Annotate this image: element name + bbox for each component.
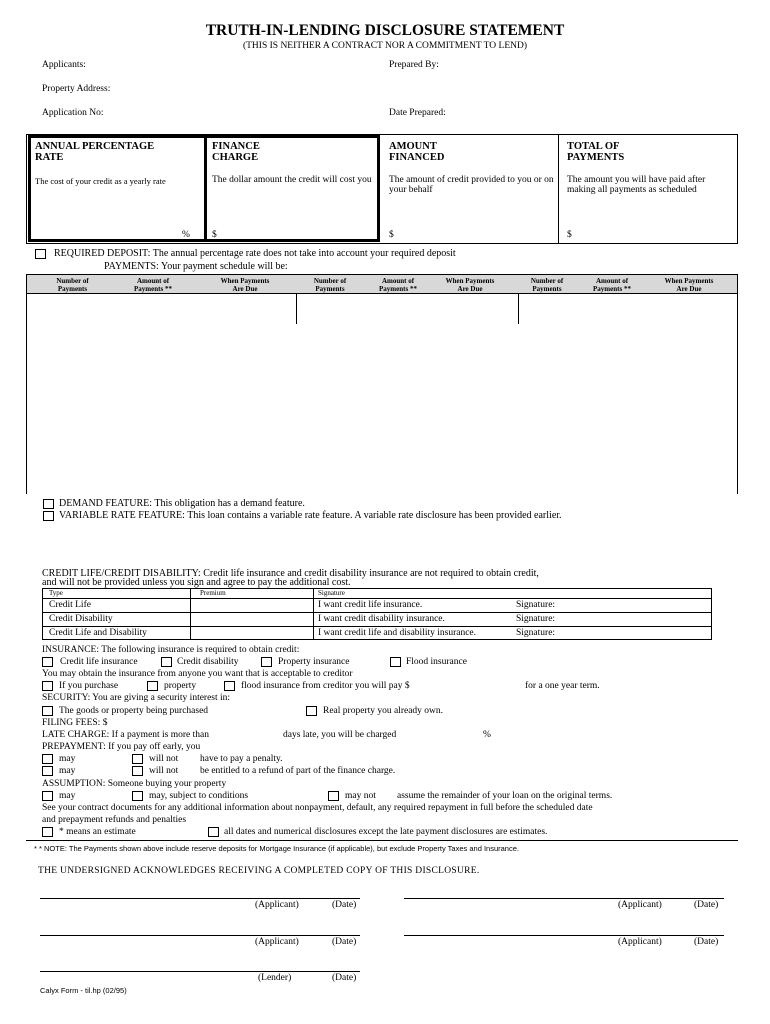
flood-insurance-pay-label: flood insurance from creditor you will pay $ <box>241 681 410 691</box>
property-address-label: Property Address: <box>42 84 111 94</box>
estimate-label: * means an estimate <box>59 827 136 837</box>
assume-may-subject-checkbox[interactable] <box>132 791 143 801</box>
payment-schedule-table <box>26 274 738 494</box>
applicant-label-2: (Applicant) <box>618 900 662 910</box>
finance-charge-description: The dollar amount the credit will cost you <box>212 175 372 185</box>
amount-financed-description: The amount of credit provided to you or on your behalf <box>389 175 554 195</box>
contract-docs-text-1: See your contract documents for any additional information about nonpayment, default, any required repayment in full before the scheduled date <box>42 803 593 813</box>
flood-insurance-checkbox[interactable] <box>390 657 401 667</box>
applicant-label-4: (Applicant) <box>618 937 662 947</box>
total-payments-dollar: $ <box>567 230 572 240</box>
assume-may-checkbox[interactable] <box>42 791 53 801</box>
col-type: Type <box>49 589 63 597</box>
col-when-payments-due-3: When Payments Are Due <box>664 277 714 293</box>
assumption-text: ASSUMPTION: Someone buying your property <box>42 779 227 789</box>
goods-property-checkbox[interactable] <box>42 706 53 716</box>
late-charge-days-text: days late, you will be charged <box>283 730 397 740</box>
estimate-checkbox[interactable] <box>42 827 53 837</box>
finance-charge-title: FINANCE CHARGE <box>212 141 260 163</box>
apr-description: The cost of your credit as a yearly rate <box>35 176 166 186</box>
date-label-3: (Date) <box>332 937 357 947</box>
applicant-label-3: (Applicant) <box>255 937 299 947</box>
total-payments-description: The amount you will have paid after making all payments as scheduled <box>567 175 706 195</box>
filing-fees-text: FILING FEES: $ <box>42 718 108 728</box>
credit-disability-checkbox[interactable] <box>161 657 172 667</box>
property-insurance-label: Property insurance <box>278 657 350 667</box>
property-label: property <box>164 681 197 691</box>
date-label-1: (Date) <box>332 900 357 910</box>
amount-financed-dollar: $ <box>389 230 394 240</box>
demand-feature-checkbox[interactable] <box>43 499 54 509</box>
lender-signature-line[interactable] <box>40 971 360 972</box>
late-charge-percent: % <box>483 730 491 740</box>
apr-percent-sign: % <box>182 230 190 240</box>
page-title: TRUTH-IN-LENDING DISCLOSURE STATEMENT <box>205 22 565 39</box>
insurance-text: INSURANCE: The following insurance is required to obtain credit: <box>42 645 300 655</box>
want-credit-life: I want credit life insurance. <box>318 600 423 610</box>
type-credit-life-disability: Credit Life and Disability <box>49 628 147 638</box>
col-when-payments-due-2: When Payments Are Due <box>445 277 495 293</box>
col-premium: Premium <box>200 589 226 597</box>
col-when-payments-due-1: When Payments Are Due <box>220 277 270 293</box>
variable-rate-text: VARIABLE RATE FEATURE: This loan contains a variable rate feature. A variable rate disclosure has been provided earlier. <box>59 510 562 521</box>
assume-remainder-text: assume the remainder of your loan on the original terms. <box>397 791 613 801</box>
acknowledgment-text: THE UNDERSIGNED ACKNOWLEDGES RECEIVING A COMPLETED COPY OF THIS DISCLOSURE. <box>38 866 480 876</box>
all-dates-checkbox[interactable] <box>208 827 219 837</box>
col-number-of-payments-1: Number of Payments <box>56 277 89 293</box>
payments-schedule-text: PAYMENTS: Your payment schedule will be: <box>104 261 288 272</box>
applicant-signature-line-1[interactable] <box>40 898 360 899</box>
security-text: SECURITY: You are giving a security interest in: <box>42 693 231 703</box>
contract-docs-text-2: and prepayment refunds and penalties <box>42 815 187 825</box>
col-number-of-payments-3: Number of Payments <box>530 277 564 293</box>
obtain-insurance-text: You may obtain the insurance from anyone you want that is acceptable to creditor <box>42 669 353 679</box>
date-label-2: (Date) <box>694 900 719 910</box>
demand-feature-text: DEMAND FEATURE: This obligation has a demand feature. <box>59 498 305 509</box>
prepay-may-penalty-label: may <box>59 754 76 764</box>
page-subtitle: (THIS IS NEITHER A CONTRACT NOR A COMMITMENT TO LEND) <box>242 41 528 51</box>
date-prepared-label: Date Prepared: <box>389 108 446 118</box>
flood-checkbox[interactable] <box>224 681 235 691</box>
prepay-may-refund-label: may <box>59 766 76 776</box>
prepay-will-not-penalty-checkbox[interactable] <box>132 754 143 764</box>
required-deposit-checkbox[interactable] <box>35 249 46 259</box>
form-footer: Calyx Form - til.hp (02/95) <box>40 986 127 995</box>
credit-life-insurance-checkbox[interactable] <box>42 657 53 667</box>
applicant-signature-line-3[interactable] <box>40 935 360 936</box>
col-amount-of-payments-1: Amount of Payments ** <box>134 277 172 293</box>
note-divider <box>26 840 738 841</box>
col-amount-of-payments-3: Amount of Payments ** <box>593 277 631 293</box>
apr-title: ANNUAL PERCENTAGE RATE <box>35 141 155 163</box>
applicants-label: Applicants: <box>42 60 86 70</box>
prepay-penalty-text: have to pay a penalty. <box>200 754 283 764</box>
applicant-label-1: (Applicant) <box>255 900 299 910</box>
property-insurance-checkbox[interactable] <box>261 657 272 667</box>
applicant-signature-line-2[interactable] <box>404 898 724 899</box>
prepayment-text: PREPAYMENT: If you pay off early, you <box>42 742 201 752</box>
prepay-may-penalty-checkbox[interactable] <box>42 754 53 764</box>
assume-may-subject-label: may, subject to conditions <box>149 791 249 801</box>
real-property-label: Real property you already own. <box>323 706 444 716</box>
want-credit-disability: I want credit disability insurance. <box>318 614 445 624</box>
credit-disability-label: Credit disability <box>177 657 239 667</box>
finance-charge-dollar: $ <box>212 230 217 240</box>
if-purchase-checkbox[interactable] <box>42 681 53 691</box>
total-payments-title: TOTAL OF PAYMENTS <box>567 141 625 163</box>
prepay-will-not-refund-label: will not <box>149 766 179 776</box>
credit-life-insurance-label: Credit life insurance <box>60 657 138 667</box>
type-credit-disability: Credit Disability <box>49 614 113 624</box>
real-property-checkbox[interactable] <box>306 706 317 716</box>
signature-credit-life-disability: Signature: <box>516 628 556 638</box>
flood-insurance-label: Flood insurance <box>406 657 467 667</box>
credit-life-text-1: CREDIT LIFE/CREDIT DISABILITY: Credit life insurance and credit disability insurance are not required to obtain credit, <box>42 568 539 579</box>
signature-credit-disability: Signature: <box>516 614 556 624</box>
late-charge-text: LATE CHARGE: If a payment is more than <box>42 730 210 740</box>
prepay-will-not-penalty-label: will not <box>149 754 179 764</box>
prepay-refund-text: be entitled to a refund of part of the finance charge. <box>200 766 396 776</box>
required-deposit-text: REQUIRED DEPOSIT: The annual percentage rate does not take into account your required deposit <box>54 248 456 259</box>
date-label-5: (Date) <box>332 973 357 983</box>
applicant-signature-line-4[interactable] <box>404 935 724 936</box>
if-purchase-label: If you purchase <box>59 681 119 691</box>
variable-rate-checkbox[interactable] <box>43 511 54 521</box>
payments-note: * * NOTE: The Payments shown above include reserve deposits for Mortgage Insurance (if applicable), but exclude Property Taxes and Insurance. <box>34 844 519 853</box>
type-credit-life: Credit Life <box>49 600 91 610</box>
date-label-4: (Date) <box>694 937 719 947</box>
lender-label: (Lender) <box>258 973 292 983</box>
prepay-will-not-refund-checkbox[interactable] <box>132 766 143 776</box>
amount-financed-title: AMOUNT FINANCED <box>389 141 445 163</box>
year-term-label: for a one year term. <box>525 681 600 691</box>
assume-may-not-label: may not <box>345 791 376 801</box>
col-number-of-payments-2: Number of Payments <box>313 277 347 293</box>
prepared-by-label: Prepared By: <box>389 60 439 70</box>
property-checkbox[interactable] <box>147 681 158 691</box>
credit-life-text-2: and will not be provided unless you sign and agree to pay the additional cost. <box>42 577 351 588</box>
prepay-may-refund-checkbox[interactable] <box>42 766 53 776</box>
assume-may-not-checkbox[interactable] <box>328 791 339 801</box>
col-signature: Signature <box>318 589 345 597</box>
signature-credit-life: Signature: <box>516 600 556 610</box>
all-dates-label: all dates and numerical disclosures except the late payment disclosures are estimates. <box>224 827 548 837</box>
goods-property-label: The goods or property being purchased <box>59 706 209 716</box>
assume-may-label: may <box>59 791 76 801</box>
col-amount-of-payments-2: Amount of Payments ** <box>379 277 417 293</box>
want-credit-life-disability: I want credit life and disability insurance. <box>318 628 477 638</box>
application-no-label: Application No: <box>42 108 104 118</box>
credit-insurance-table <box>42 588 712 640</box>
